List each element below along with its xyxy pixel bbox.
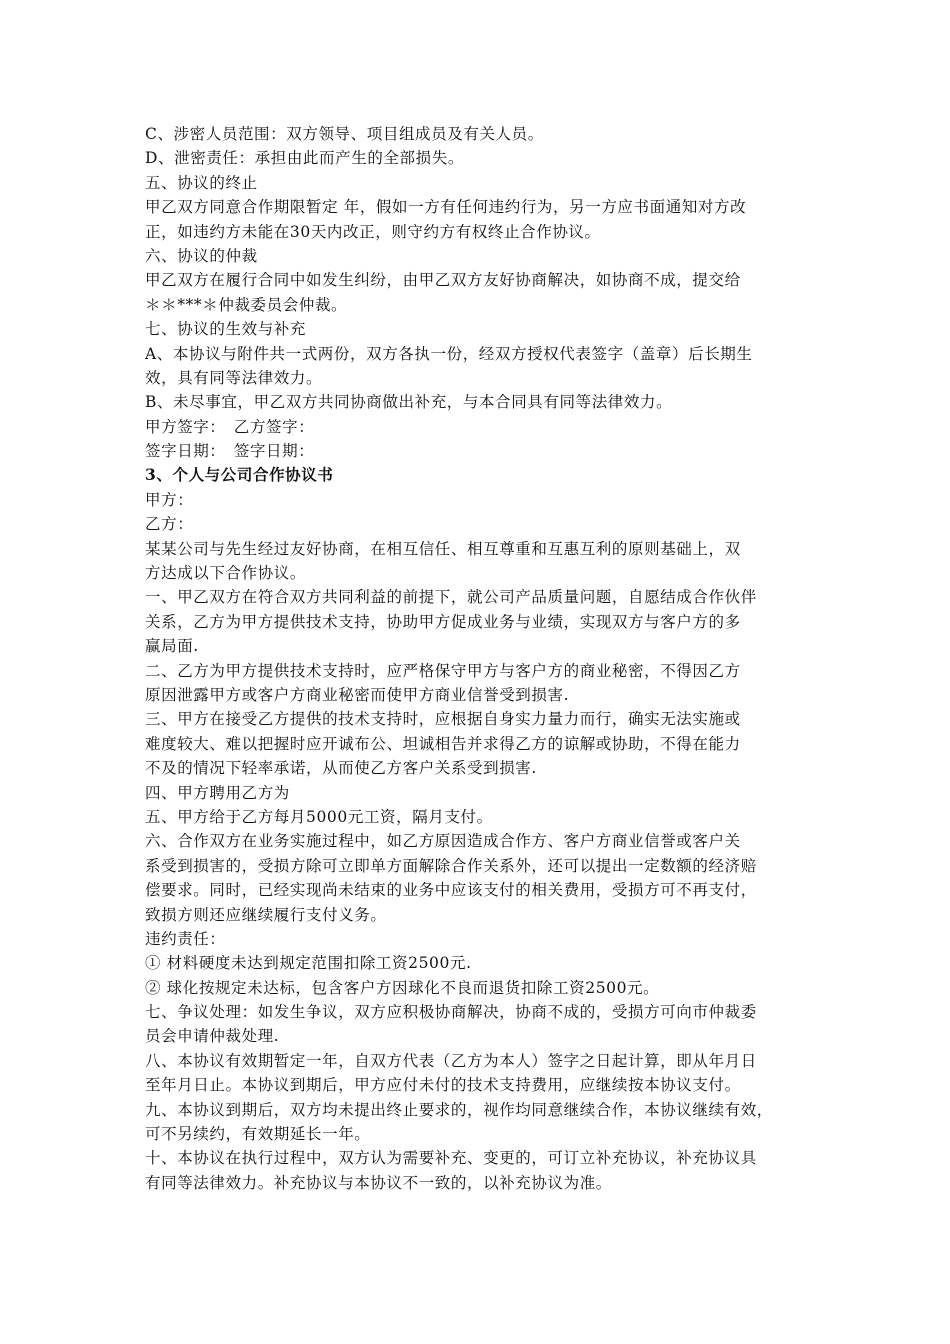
document-title: 3、个人与公司合作协议书 (145, 465, 334, 485)
paragraph-line: 正，如违约方未能在30天内改正，则守约方有权终止合作协议。 (145, 222, 601, 241)
clause-line: 五、甲方给于乙方每月5000元工资，隔月支付。 (145, 807, 493, 826)
paragraph-line: 某某公司与先生经过友好协商，在相互信任、相互尊重和互惠互利的原则基础上，双 (145, 539, 741, 558)
clause-line: D、泄密责任：承担由此而产生的全部损失。 (145, 149, 464, 168)
signature-line: 甲方签字： 乙方签字： (145, 417, 315, 436)
clause-line: 可不另续约，有效期延长一年。 (145, 1125, 371, 1144)
paragraph-line: ＊＊***＊仲裁委员会仲裁。 (145, 295, 348, 314)
paragraph-line: 甲乙双方在履行合同中如发生纠纷，由甲乙双方友好协商解决，如协商不成，提交给 (145, 271, 741, 290)
signature-date-line: 签字日期： 签字日期： (145, 442, 315, 461)
clause-line: 致损方则还应继续履行支付义务。 (145, 905, 387, 924)
document-body (145, 122, 815, 1195)
clause-line: 四、甲方聘用乙方为 (145, 783, 290, 802)
clause-line: 二、乙方为甲方提供技术支持时，应严格保守甲方与客户方的商业秘密，不得因乙方 (145, 661, 741, 680)
paragraph-line: 方达成以下合作协议。 (145, 564, 307, 583)
section-heading: 七、协议的生效与补充 (145, 320, 307, 339)
section-heading: 违约责任： (145, 929, 226, 948)
section-heading: 五、协议的终止 (145, 173, 258, 192)
clause-line: B、未尽事宜，甲乙双方共同协商做出补充，与本合同具有同等法律效力。 (145, 393, 673, 412)
section-heading: 六、协议的仲裁 (145, 246, 258, 265)
clause-line: 偿要求。同时，已经实现尚未结束的业务中应该支付的相关费用，受损方可不再支付， (145, 881, 757, 900)
clause-line: 系受到损害的，受损方除可立即单方面解除合作关系外，还可以提出一定数额的经济赔 (145, 856, 757, 875)
clause-line: 员会申请仲裁处理. (145, 1027, 280, 1046)
clause-line: 不及的情况下轻率承诺，从而使乙方客户关系受到损害. (145, 759, 537, 778)
clause-line: 原因泄露甲方或客户方商业秘密而使甲方商业信誉受到损害. (145, 685, 570, 704)
clause-line: 十、本协议在执行过程中，双方认为需要补充、变更的，可订立补充协议，补充协议具 (145, 1149, 757, 1168)
clause-line: 关系，乙方为甲方提供技术支持，协助甲方促成业务与业绩，实现双方与客户方的多 (145, 612, 741, 631)
clause-line: 六、合作双方在业务实施过程中，如乙方原因造成合作方、客户方商业信誉或客户关 (145, 832, 741, 851)
clause-line: 八、本协议有效期暂定一年，自双方代表（乙方为本人）签字之日起计算，即从年月日 (145, 1051, 757, 1070)
party-b-line: 乙方： (145, 515, 194, 534)
clause-line: 九、本协议到期后，双方均未提出终止要求的，视作均同意继续合作，本协议继续有效， (145, 1100, 773, 1119)
clause-line: 一、甲乙双方在符合双方共同利益的前提下，就公司产品质量问题，自愿结成合作伙伴 (145, 588, 757, 607)
paragraph-line: 甲乙双方同意合作期限暂定 年，假如一方有任何违约行为，另一方应书面通知对方改 (145, 198, 747, 217)
clause-line: 至年月日止。本协议到期后，甲方应付未付的技术支持费用，应继续按本协议支付。 (145, 1076, 741, 1095)
clause-line: 效，具有同等法律效力。 (145, 368, 323, 387)
list-item: ① 材料硬度未达到规定范围扣除工资2500元. (145, 954, 472, 973)
clause-line: 赢局面. (145, 637, 199, 656)
clause-line: C、涉密人员范围：双方领导、项目组成员及有关人员。 (145, 125, 544, 143)
list-item: ② 球化按规定未达标，包含客户方因球化不良而退货扣除工资2500元。 (145, 978, 660, 997)
clause-line: 三、甲方在接受乙方提供的技术支持时，应根据自身实力量力而行，确实无法实施或 (145, 710, 741, 729)
party-a-line: 甲方： (145, 490, 194, 509)
clause-line: 难度较大、难以把握时应开诚布公、坦诚相告并求得乙方的谅解或协助，不得在能力 (145, 734, 741, 753)
clause-line: A、本协议与附件共一式两份，双方各执一份，经双方授权代表签字（盖章）后长期生 (145, 344, 753, 363)
clause-line: 七、争议处理：如发生争议，双方应积极协商解决，协商不成的，受损方可向市仲裁委 (145, 1003, 757, 1022)
clause-line: 有同等法律效力。补充协议与本协议不一致的，以补充协议为准。 (145, 1173, 612, 1192)
